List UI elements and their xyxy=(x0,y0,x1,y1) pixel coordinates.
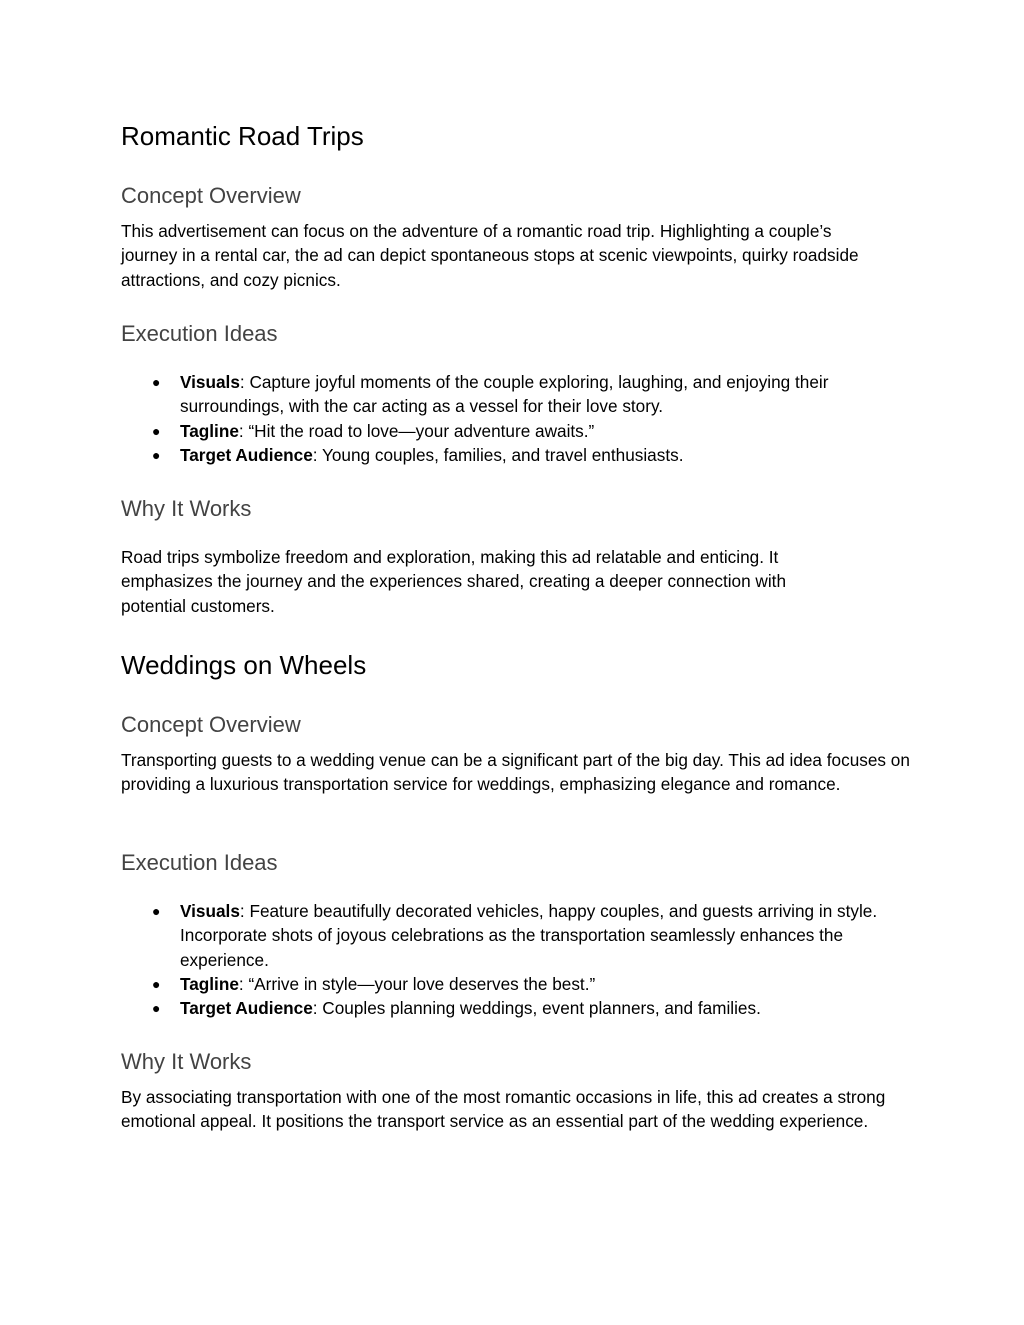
why-heading: Why It Works xyxy=(121,496,252,521)
why-heading: Why It Works xyxy=(121,1049,252,1074)
bullet-text: : Young couples, families, and travel enthusiasts. xyxy=(312,444,684,465)
bullet-text: : “Hit the road to love—your adventure awaits.” xyxy=(238,420,595,441)
bullet-icon: ● xyxy=(152,422,161,439)
list-item xyxy=(121,370,911,419)
bullet-icon: ● xyxy=(152,903,161,919)
execution-heading: Execution Ideas xyxy=(121,850,278,875)
bullet-text: : Capture joyful moments of the couple exploring, laughing, and enjoying their surroundings, with the car acting as a vessel for their love story. xyxy=(180,372,829,417)
execution-list xyxy=(121,370,911,467)
bullet-label: Visuals xyxy=(180,901,240,921)
why-paragraph: By associating transportation with one of the most romantic occasions in life, this ad creates a strong emotional appeal. It positions the transport service as an essential part of the wedding experience. xyxy=(121,1087,886,1132)
concept-paragraph: Transporting guests to a wedding venue can be a significant part of the big day. This ad idea focuses on providing a luxurious transportation service for weddings, emphasizing elegance and romance. xyxy=(121,750,910,795)
list-item xyxy=(121,972,911,996)
list-item xyxy=(121,996,911,1020)
concept-paragraph: This advertisement can focus on the adventure of a romantic road trip. Highlighting a couple’s journey in a rental car, the ad can depict spontaneous stops at scenic viewpoints, quirky roadside attractions, and cozy picnics. xyxy=(121,221,859,290)
bullet-label: Visuals xyxy=(180,372,240,392)
bullet-label: Tagline xyxy=(180,973,239,994)
bullet-text: : Couples planning weddings, event planners, and families. xyxy=(312,998,761,1019)
list-item xyxy=(121,419,911,443)
list-item xyxy=(121,899,911,972)
section-title: Weddings on Wheels xyxy=(121,650,367,680)
concept-heading: Concept Overview xyxy=(121,183,301,208)
bullet-text: : Feature beautifully decorated vehicles, happy couples, and guests arriving in style. Incorporate shots of joyous celebrations as the transportation seamlessly enhances the experience. xyxy=(180,901,878,970)
list-item xyxy=(121,443,911,467)
bullet-icon: ● xyxy=(152,975,161,992)
bullet-label: Target Audience xyxy=(180,444,313,465)
concept-heading: Concept Overview xyxy=(121,712,301,737)
execution-list xyxy=(121,899,911,1020)
bullet-icon: ● xyxy=(152,1000,161,1017)
bullet-label: Target Audience xyxy=(180,998,313,1019)
bullet-text: : “Arrive in style—your love deserves the best.” xyxy=(238,973,596,994)
bullet-icon: ● xyxy=(152,446,161,463)
section-title: Romantic Road Trips xyxy=(121,121,364,151)
bullet-label: Tagline xyxy=(180,420,239,441)
execution-heading: Execution Ideas xyxy=(121,321,278,346)
bullet-icon: ● xyxy=(152,374,161,390)
why-paragraph: Road trips symbolize freedom and exploration, making this ad relatable and enticing. It emphasizes the journey and the experiences shared, creating a deeper connection with potential customers. xyxy=(121,547,787,616)
